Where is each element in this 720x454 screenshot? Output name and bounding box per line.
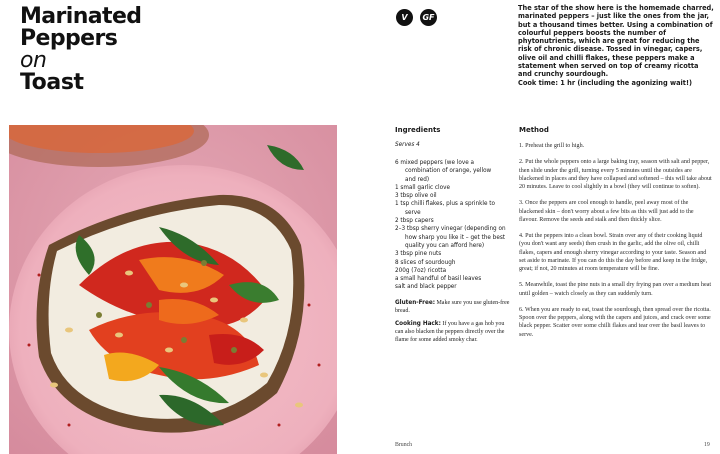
title-line-4: Toast	[20, 70, 84, 95]
method-steps	[519, 142, 713, 347]
cooking-hack-text: If you have a gas hob you can also blacken the peppers directly over the flame for some added smoky char.	[395, 321, 505, 344]
ingredient-item: 1 tsp chilli flakes, plus a sprinkle to	[395, 201, 495, 208]
method-step: 1. Preheat the grill to high.	[519, 143, 585, 149]
serves-label: Serves 4	[395, 142, 420, 148]
ingredient-item: 8 slices of sourdough	[395, 259, 456, 266]
ingredient-item: a small handful of basil leaves	[395, 276, 482, 283]
ingredient-item: 6 mixed peppers (we love a	[395, 160, 474, 166]
cooking-hack-note	[395, 320, 513, 345]
title-line-2: Peppers	[20, 26, 118, 51]
ingredient-item: quality you can afford here)	[405, 242, 485, 249]
ingredient-item: 2–3 tbsp sherry vinegar (depending on	[395, 226, 506, 233]
ingredients-heading: Ingredients	[395, 126, 441, 134]
method-step: 3. Once the peppers are cool enough to handle, peel away most of the blackened skin – don't worry about a few bits as this will just add to the flavour. Remove the seeds and stalk and then thickly slice.	[519, 200, 694, 223]
gluten-free-badge-icon: GF	[420, 9, 437, 26]
ingredient-item: 2 tbsp capers	[395, 218, 434, 225]
method-step: 2. Put the whole peppers onto a large baking tray, season with salt and pepper, then slide under the grill, turning every 5 minutes until the outsides are blackened in places and they have collapsed and softened – this will take about 20 minutes. Leave to cool slightly in a bowl (they will continue to soften).	[519, 159, 712, 190]
method-heading: Method	[519, 126, 549, 134]
title-line-3: on	[20, 48, 47, 73]
ingredient-item: how sharp you like it – get the best	[405, 234, 506, 241]
ingredient-item: serve	[405, 209, 421, 216]
ingredient-item: and red)	[405, 176, 430, 183]
method-step: 5. Meanwhile, toast the pine nuts in a small dry frying pan over a medium heat until golden – watch closely as they can suddenly turn.	[519, 282, 712, 297]
ingredient-item: combination of orange, yellow	[405, 168, 492, 175]
gluten-free-label: Gluten-Free:	[395, 300, 435, 306]
ingredient-item: 1 small garlic clove	[395, 184, 450, 191]
title-line-1: Marinated	[20, 4, 142, 29]
section-footer: Brunch	[395, 442, 413, 448]
gluten-free-note	[395, 299, 513, 315]
ingredient-list	[395, 159, 515, 292]
ingredient-item: 3 tbsp olive oil	[395, 193, 437, 200]
method-step: 4. Put the peppers into a clean bowl. Strain over any of their cooking liquid (you don't want any seeds) then crush in the garlic, add the olive oil, chilli flakes, capers and enough sherry vinegar according to your taste. Season and set aside to marinate. If you can do this the day before and keep in the fridge, great; if not, 20 minutes at room temperature will be fine.	[519, 233, 708, 272]
cook-time: Cook time: 1 hr (including the agonizing wait!)	[518, 79, 692, 87]
recipe-title	[20, 6, 220, 94]
gluten-free-text: Make sure you use gluten-free bread.	[395, 300, 510, 315]
intro-paragraph: The star of the show here is the homemade charred, marinated peppers – just like the ones from the jar, but a thousand times better. Using a combination of colourful peppers boosts the number of phytonutrients, which are great for reducing the risk of chronic disease. Tossed in vinegar, capers, olive oil and chilli flakes, these peppers make a statement when served on top of creamy ricotta and crunchy sourdough.	[518, 4, 714, 79]
food-photo	[9, 125, 337, 454]
method-step: 6. When you are ready to eat, toast the sourdough, then spread over the ricotta. Spoon over the peppers, along with the capers and juices, and crack over some black pepper. Scatter over some chilli flakes and tear over the basil leaves to serve.	[519, 306, 711, 338]
ingredient-item: 200g (7oz) ricotta	[395, 267, 447, 274]
cooking-hack-label: Cooking Hack:	[395, 321, 441, 327]
ingredient-item: 3 tbsp pine nuts	[395, 251, 442, 258]
vegetarian-badge-icon: V	[396, 9, 413, 26]
page-number: 19	[704, 442, 710, 448]
ingredient-item: salt and black pepper	[395, 284, 457, 291]
